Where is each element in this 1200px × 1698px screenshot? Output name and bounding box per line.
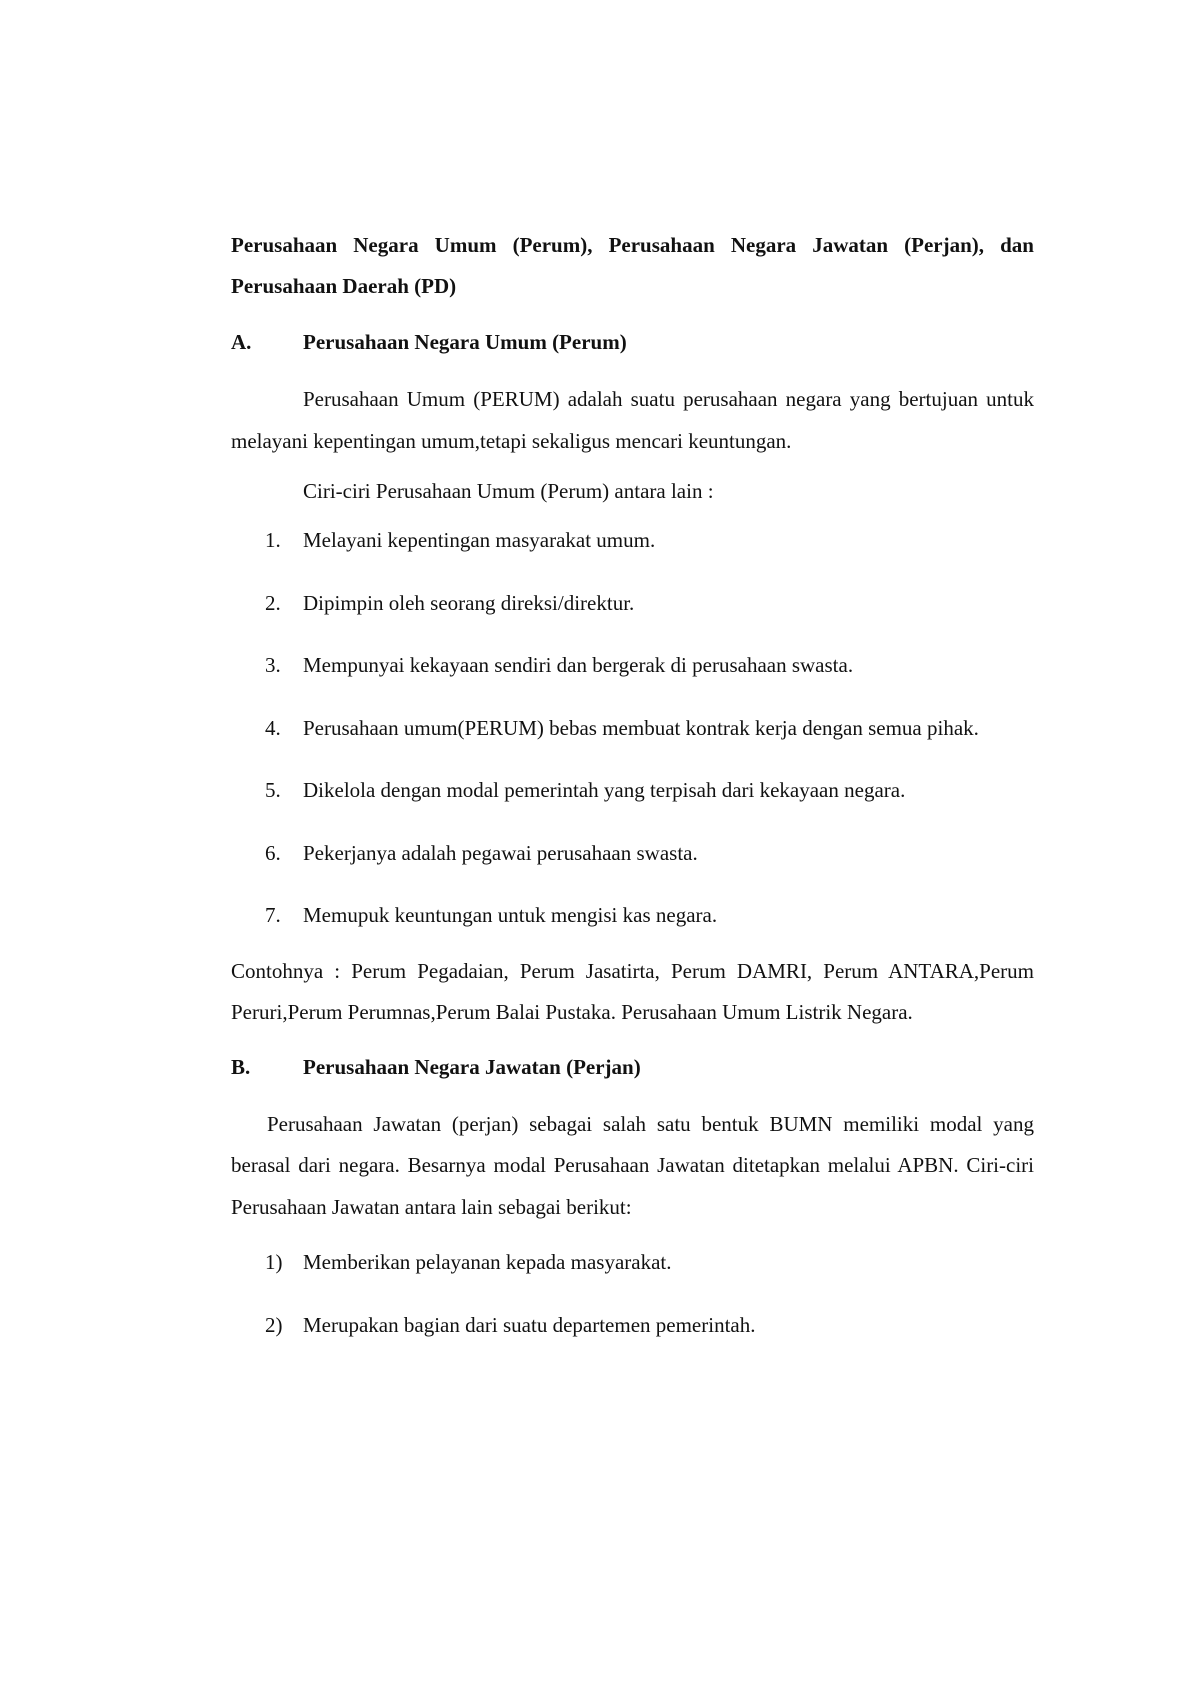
section-b-letter: B. bbox=[231, 1054, 251, 1079]
list-item: 2) Merupakan bagian dari suatu departemen pemerintah. bbox=[265, 1312, 756, 1337]
section-b-heading bbox=[231, 1052, 1034, 1082]
section-a-title: Perusahaan Negara Umum (Perum) bbox=[303, 330, 627, 354]
section-b-paragraph: Perusahaan Jawatan (perjan) sebagai salah satu bentuk BUMN memiliki modal yang berasal dari negara. Besarnya modal Perusahaan Jawatan ditetapkan melalui APBN. Ciri-ciri Perusahaan Jawatan antara lain sebagai berikut: bbox=[231, 1111, 1034, 1219]
list-item: 2. Dipimpin oleh seorang direksi/direktur. bbox=[265, 590, 635, 615]
list-item: 4. Perusahaan umum(PERUM) bebas membuat kontrak kerja dengan semua pihak. bbox=[265, 715, 979, 740]
list-item: 1) Memberikan pelayanan kepada masyarakat. bbox=[265, 1250, 672, 1274]
section-a-list-intro: Ciri-ciri Perusahaan Umum (Perum) antara lain : bbox=[303, 479, 714, 503]
list-item: 5. Dikelola dengan modal pemerintah yang terpisah dari kekayaan negara. bbox=[265, 778, 906, 802]
section-a-paragraph: Perusahaan Umum (PERUM) adalah suatu perusahaan negara yang bertujuan untuk melayani kepentingan umum,tetapi sekaligus mencari keuntungan. bbox=[231, 387, 1034, 453]
section-a-examples: Contohnya : Perum Pegadaian, Perum Jasatirta, Perum DAMRI, Perum ANTARA,Perum Peruri,Perum Perumnas,Perum Balai Pustaka. Perusahaan Umum Listrik Negara. bbox=[231, 958, 1034, 1024]
document-title: Perusahaan Negara Umum (Perum), Perusahaan Negara Jawatan (Perjan), dan Perusahaan Daerah (PD) bbox=[231, 233, 1034, 298]
section-a-list bbox=[231, 520, 1034, 937]
section-a-heading bbox=[231, 327, 1034, 357]
list-item: 7. Memupuk keuntungan untuk mengisi kas negara. bbox=[265, 903, 718, 927]
section-b-list bbox=[231, 1242, 1034, 1346]
list-item: 1. Melayani kepentingan masyarakat umum. bbox=[265, 528, 656, 552]
section-b-title: Perusahaan Negara Jawatan (Perjan) bbox=[303, 1054, 641, 1079]
section-a-letter: A. bbox=[231, 330, 252, 354]
list-item: 6. Pekerjanya adalah pegawai perusahaan swasta. bbox=[265, 840, 698, 865]
list-item: 3. Mempunyai kekayaan sendiri dan bergerak di perusahaan swasta. bbox=[265, 653, 854, 677]
document-page bbox=[231, 225, 1034, 1346]
